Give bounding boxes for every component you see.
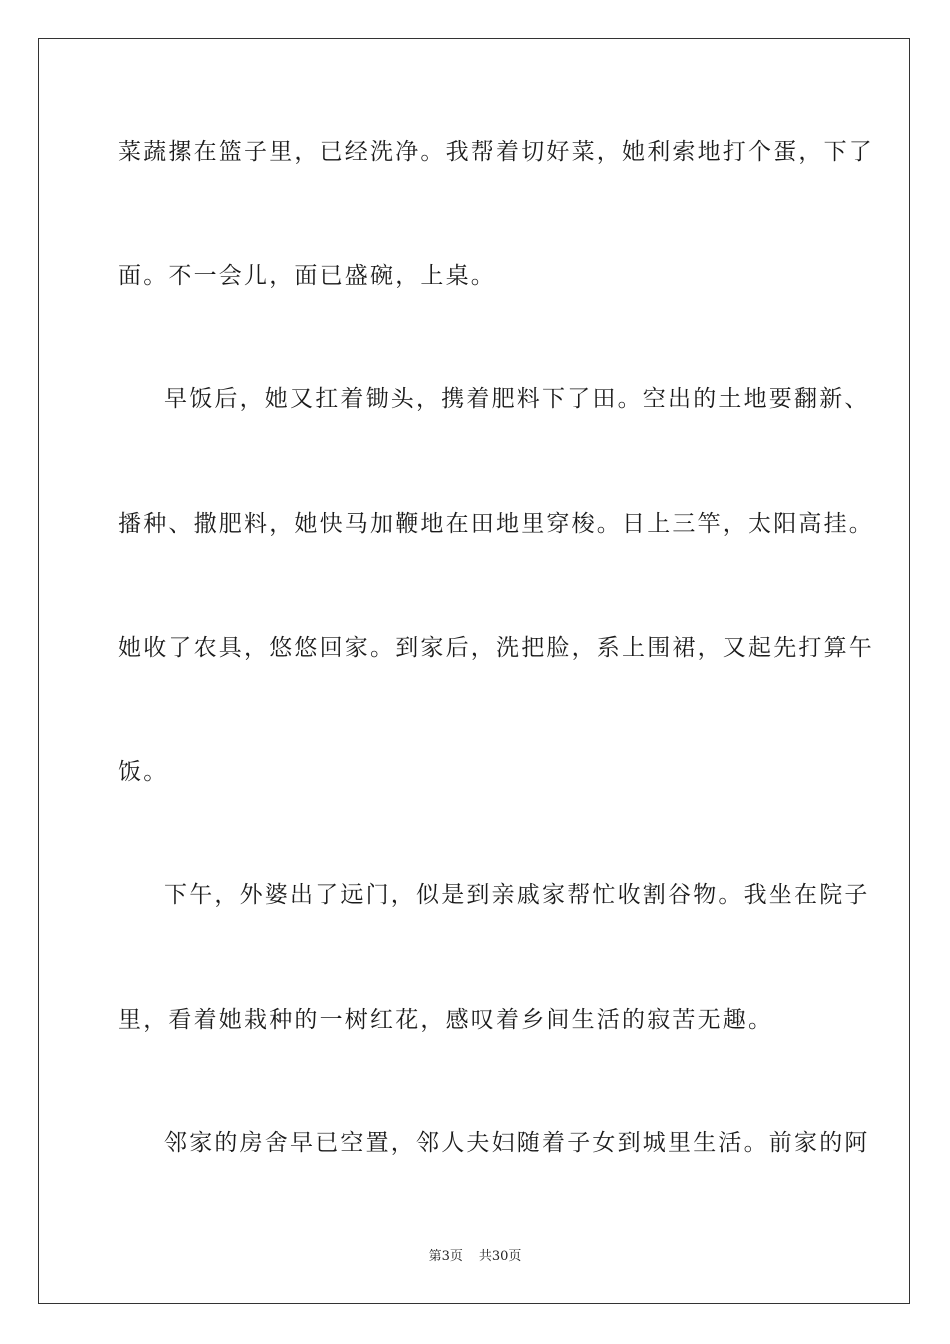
page-number: 第3页: [428, 1249, 463, 1264]
page-total: 共30页: [478, 1249, 522, 1264]
page-footer: [0, 1248, 950, 1266]
text-line: 里，看着她栽种的一树红花，感叹着乡间生活的寂苦无趣。: [118, 1007, 774, 1033]
text-line: 她收了农具，悠悠回家。到家后，洗把脸，系上围裙，又起先打算午: [118, 635, 874, 661]
text-line: 下午，外婆出了远门，似是到亲戚家帮忙收割谷物。我坐在院子: [164, 882, 870, 908]
text-line: 面。不一会儿，面已盛碗，上桌。: [118, 263, 496, 289]
page-border: [38, 38, 910, 1304]
text-line: 菜蔬摞在篮子里，已经洗净。我帮着切好菜，她利索地打个蛋，下了: [118, 139, 874, 165]
text-line: 饭。: [118, 759, 169, 785]
text-line: 早饭后，她又扛着锄头，携着肥料下了田。空出的土地要翻新、: [164, 386, 870, 412]
text-line: 播种、撒肥料，她快马加鞭地在田地里穿梭。日上三竿，太阳高挂。: [118, 511, 874, 537]
text-line: 邻家的房舍早已空置，邻人夫妇随着子女到城里生活。前家的阿: [164, 1130, 870, 1156]
